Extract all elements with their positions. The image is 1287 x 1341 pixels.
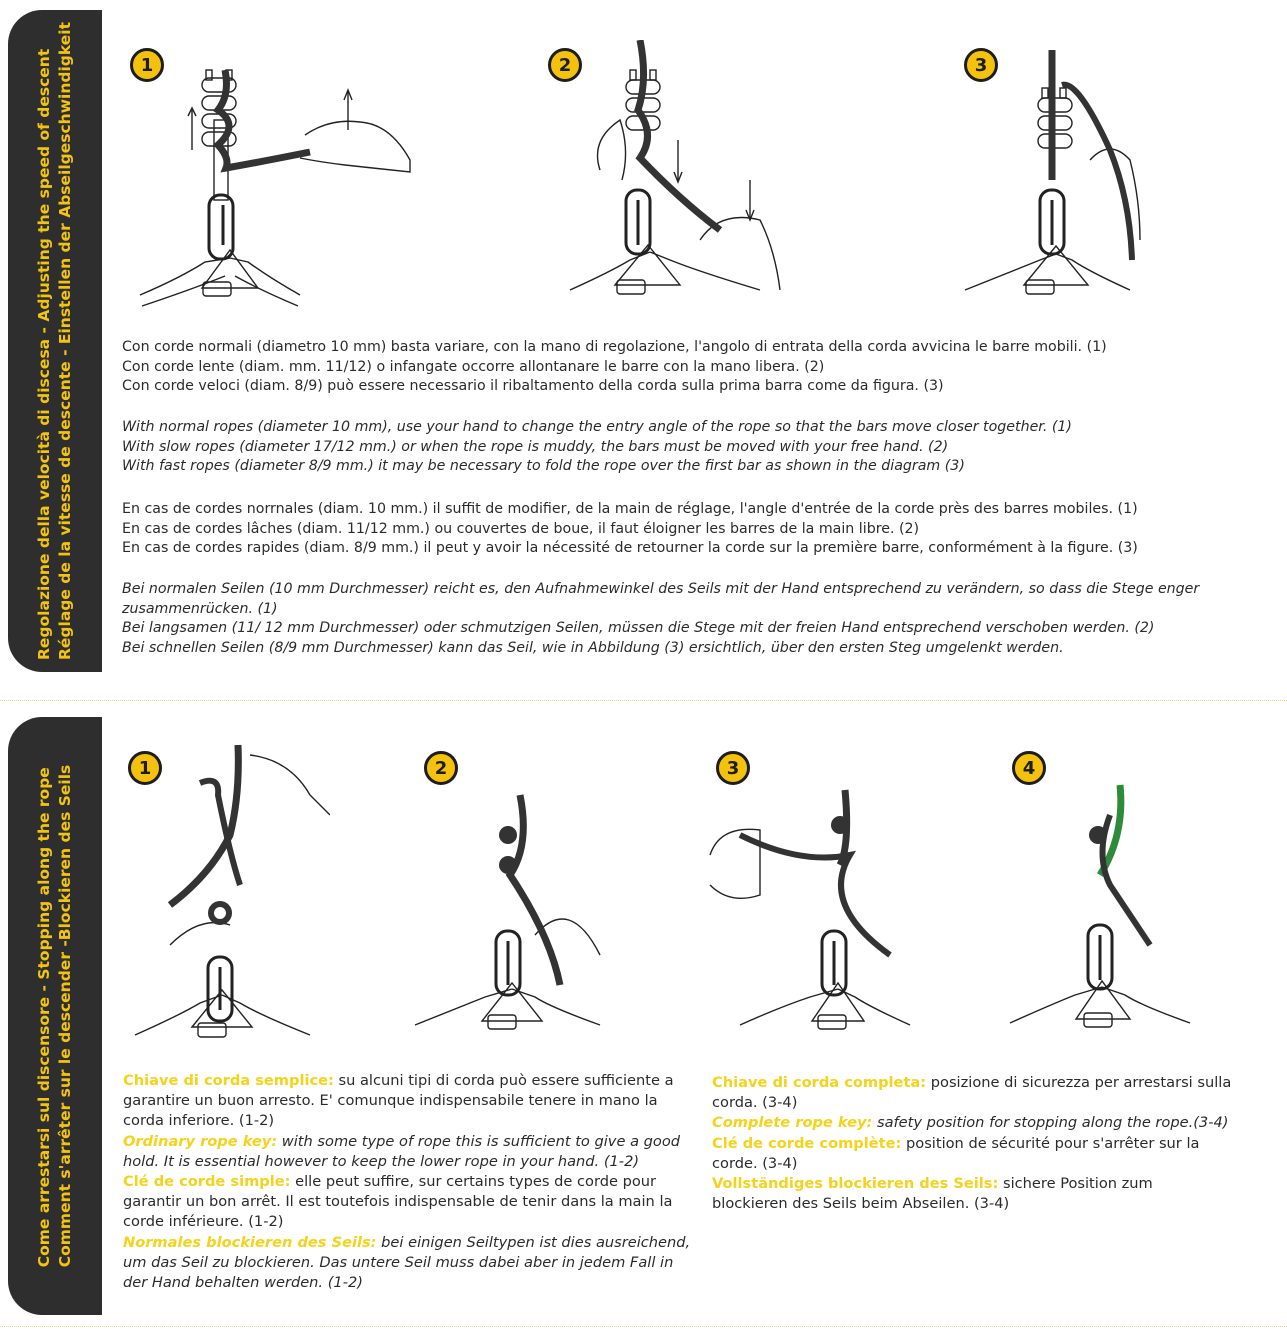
step-2-badge: 2 [548, 48, 582, 82]
step-4-badge: 4 [1012, 751, 1046, 785]
side-title: Come arrestarsi sul discensore - Stopping along the rope Comment s'arrêter sur le descender -Blockieren des Seils [35, 764, 74, 1268]
italian-paragraph: Con corde normali (diametro 10 mm) basta variare, con la mano di regolazione, l'angolo di entrata della corda avvicina le barre mobili. (1) Con corde lente (diam. mm. 11/12) o infangate occorre allontanare le barre con la mano libera. (2) Con corde veloci (diam. 8/9) può essere necessario il ribaltamento della corda sulla prima barra come da figura. (3) [122, 339, 1107, 394]
side-title: Regolazione della velocità di discesa - Adjusting the speed of descent Réglage de la vitesse de descente - Einstellen der Abseilgeschwindigkeit [35, 21, 74, 661]
illustration-step-3 [960, 40, 1160, 320]
side-title-tab [8, 717, 102, 1315]
illustration-step-4 [1000, 775, 1200, 1055]
section-stopping-rope [0, 705, 1287, 1341]
illustration-step-2 [410, 785, 610, 1055]
step-1-badge: 1 [130, 48, 164, 82]
step-2-badge: 2 [424, 751, 458, 785]
step-1-badge: 1 [128, 751, 162, 785]
illustration-step-3 [700, 785, 920, 1065]
illustration-step-2 [560, 40, 800, 310]
bottom-divider [0, 1326, 1287, 1327]
ordinary-rope-key-column: Chiave di corda semplice: su alcuni tipi di corda può essere sufficiente a garantire un buon arresto. E' comunque indispensabile tenere in mano la corda inferiore. (1-2) Ordinary rope key: with some type of rope this is sufficient to give a good hold. It is essential however to keep the lower rope in your hand. (1-2) Clé de corde simple: elle peut suffire, sur certains types de corde pour garantir un bon arrêt. Il est toutefois indispensable de tenir dans la main la corde inférieure. (1-2) Normales blockieren des Seils: bei einigen Seiltypen ist dies ausreichend, um das Seil zu blockieren. Das untere Seil muss dabei aber in jedem Fall in der Hand behalten werden. (1-2) [123, 1072, 691, 1292]
step-3-badge: 3 [716, 751, 750, 785]
french-paragraph: En cas de cordes norrnales (diam. 10 mm.) il suffit de modifier, de la main de réglage, l'angle d'entrée de la corde près des barres mobiles. (1) En cas de cordes lâches (diam. 11/12 mm.) ou couvertes de boue, il faut éloigner les barres de la main libre. (2) En cas de cordes rapides (diam. 8/9 mm.) il peut y avoir la nécessité de retourner la corde sur la première barre, conformément à la figure. (3) [122, 501, 1138, 556]
german-paragraph: Bei normalen Seilen (10 mm Durchmesser) reicht es, den Aufnahmewinkel des Seils mit der Hand entsprechend zu verändern, so dass die Stege enger zusammenrücken. (1) Bei langsamen (11/ 12 mm Durchmesser) oder schmutzigen Seilen, müssen die Stege mit der freien Hand entsprechend verschoben werden. (2) Bei schnellen Seilen (8/9 mm Durchmesser) kann das Seil, wie in Abbildung (3) ersichtlich, über den ersten Steg umgelenkt werden. [122, 581, 1200, 656]
section-divider [0, 700, 1287, 701]
english-paragraph: With normal ropes (diameter 10 mm), use your hand to change the entry angle of the rope so that the bars move closer together. (1) With slow ropes (diameter 17/12 mm.) or when the rope is muddy, the bars must be moved with your free hand. (2) With fast ropes (diameter 8/9 mm.) it may be necessary to fold the rope over the first bar as shown in the diagram (3) [122, 419, 1072, 474]
illustration-step-1 [130, 40, 420, 330]
illustration-step-1 [130, 735, 330, 1065]
complete-rope-key-column: Chiave di corda completa: posizione di sicurezza per arrestarsi sulla corda. (3-4) Complete rope key: safety position for stopping along the rope.(3-4) Clé de corde complète: position de sécurité pour s'arrêter sur la corde. (3-4) Vollständiges blockieren des Seils: sichere Position zum blockieren des Seils beim Abseilen. (3-4) [712, 1074, 1232, 1213]
side-title-tab [8, 10, 102, 672]
step-3-badge: 3 [964, 48, 998, 82]
